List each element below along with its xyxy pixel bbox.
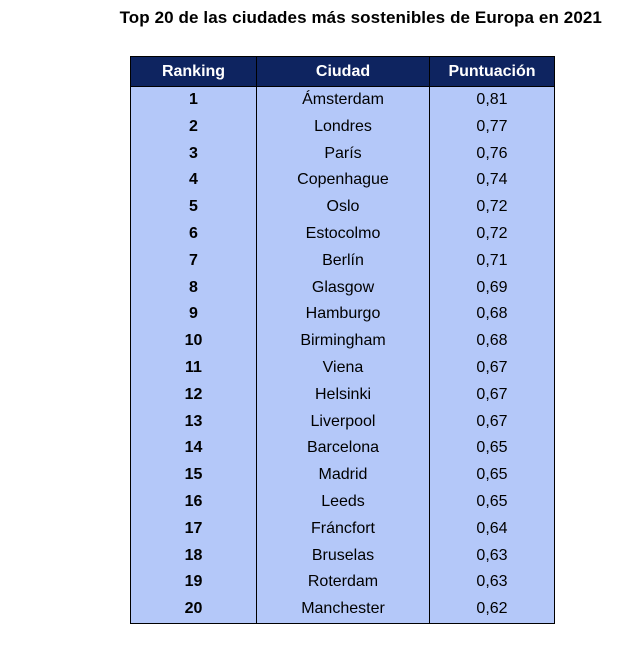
city-cell: Madrid <box>257 462 430 489</box>
rank-cell: 5 <box>131 194 257 221</box>
score-cell: 0,65 <box>430 435 555 462</box>
rank-cell: 2 <box>131 114 257 141</box>
score-cell: 0,68 <box>430 328 555 355</box>
table-row <box>131 275 555 302</box>
score-cell: 0,71 <box>430 248 555 275</box>
city-cell: Helsinki <box>257 382 430 409</box>
score-cell: 0,67 <box>430 409 555 436</box>
table-header-row <box>131 57 555 87</box>
rank-cell: 16 <box>131 489 257 516</box>
table-row <box>131 543 555 570</box>
score-cell: 0,67 <box>430 382 555 409</box>
rank-cell: 18 <box>131 543 257 570</box>
score-cell: 0,72 <box>430 221 555 248</box>
table-row <box>131 462 555 489</box>
column-header-puntuacion: Puntuación <box>430 57 555 87</box>
table-row <box>131 328 555 355</box>
ranking-table <box>130 56 555 624</box>
score-cell: 0,72 <box>430 194 555 221</box>
city-cell: Fráncfort <box>257 516 430 543</box>
table-row <box>131 221 555 248</box>
score-cell: 0,64 <box>430 516 555 543</box>
score-cell: 0,81 <box>430 87 555 114</box>
city-cell: Londres <box>257 114 430 141</box>
city-cell: Hamburgo <box>257 301 430 328</box>
rank-cell: 10 <box>131 328 257 355</box>
table-row <box>131 489 555 516</box>
city-cell: Oslo <box>257 194 430 221</box>
rank-cell: 13 <box>131 409 257 436</box>
city-cell: Birmingham <box>257 328 430 355</box>
city-cell: Glasgow <box>257 275 430 302</box>
score-cell: 0,65 <box>430 489 555 516</box>
rank-cell: 11 <box>131 355 257 382</box>
city-cell: Leeds <box>257 489 430 516</box>
column-header-ciudad: Ciudad <box>257 57 430 87</box>
table-row <box>131 114 555 141</box>
city-cell: Roterdam <box>257 569 430 596</box>
table-row <box>131 194 555 221</box>
rank-cell: 9 <box>131 301 257 328</box>
rank-cell: 7 <box>131 248 257 275</box>
score-cell: 0,68 <box>430 301 555 328</box>
table-row <box>131 409 555 436</box>
score-cell: 0,63 <box>430 543 555 570</box>
city-cell: Copenhague <box>257 167 430 194</box>
city-cell: Liverpool <box>257 409 430 436</box>
rank-cell: 12 <box>131 382 257 409</box>
column-header-ranking: Ranking <box>131 57 257 87</box>
score-cell: 0,69 <box>430 275 555 302</box>
rank-cell: 20 <box>131 596 257 623</box>
score-cell: 0,65 <box>430 462 555 489</box>
table-row <box>131 355 555 382</box>
rank-cell: 8 <box>131 275 257 302</box>
table-row <box>131 382 555 409</box>
rank-cell: 3 <box>131 141 257 168</box>
rank-cell: 19 <box>131 569 257 596</box>
rank-cell: 1 <box>131 87 257 114</box>
table-row <box>131 141 555 168</box>
score-cell: 0,74 <box>430 167 555 194</box>
score-cell: 0,76 <box>430 141 555 168</box>
city-cell: París <box>257 141 430 168</box>
score-cell: 0,77 <box>430 114 555 141</box>
city-cell: Estocolmo <box>257 221 430 248</box>
city-cell: Manchester <box>257 596 430 623</box>
table-row <box>131 516 555 543</box>
city-cell: Bruselas <box>257 543 430 570</box>
table-row <box>131 87 555 114</box>
table-row <box>131 248 555 275</box>
rank-cell: 4 <box>131 167 257 194</box>
rank-cell: 6 <box>131 221 257 248</box>
page-title: Top 20 de las ciudades más sostenibles de Europa en 2021 <box>119 8 602 27</box>
rank-cell: 14 <box>131 435 257 462</box>
table-body <box>131 87 555 624</box>
city-cell: Berlín <box>257 248 430 275</box>
table-row <box>131 435 555 462</box>
rank-cell: 17 <box>131 516 257 543</box>
city-cell: Barcelona <box>257 435 430 462</box>
city-cell: Viena <box>257 355 430 382</box>
table-row <box>131 167 555 194</box>
table-row <box>131 569 555 596</box>
score-cell: 0,62 <box>430 596 555 623</box>
table-row <box>131 301 555 328</box>
rank-cell: 15 <box>131 462 257 489</box>
score-cell: 0,67 <box>430 355 555 382</box>
city-cell: Ámsterdam <box>257 87 430 114</box>
score-cell: 0,63 <box>430 569 555 596</box>
table-row <box>131 596 555 623</box>
